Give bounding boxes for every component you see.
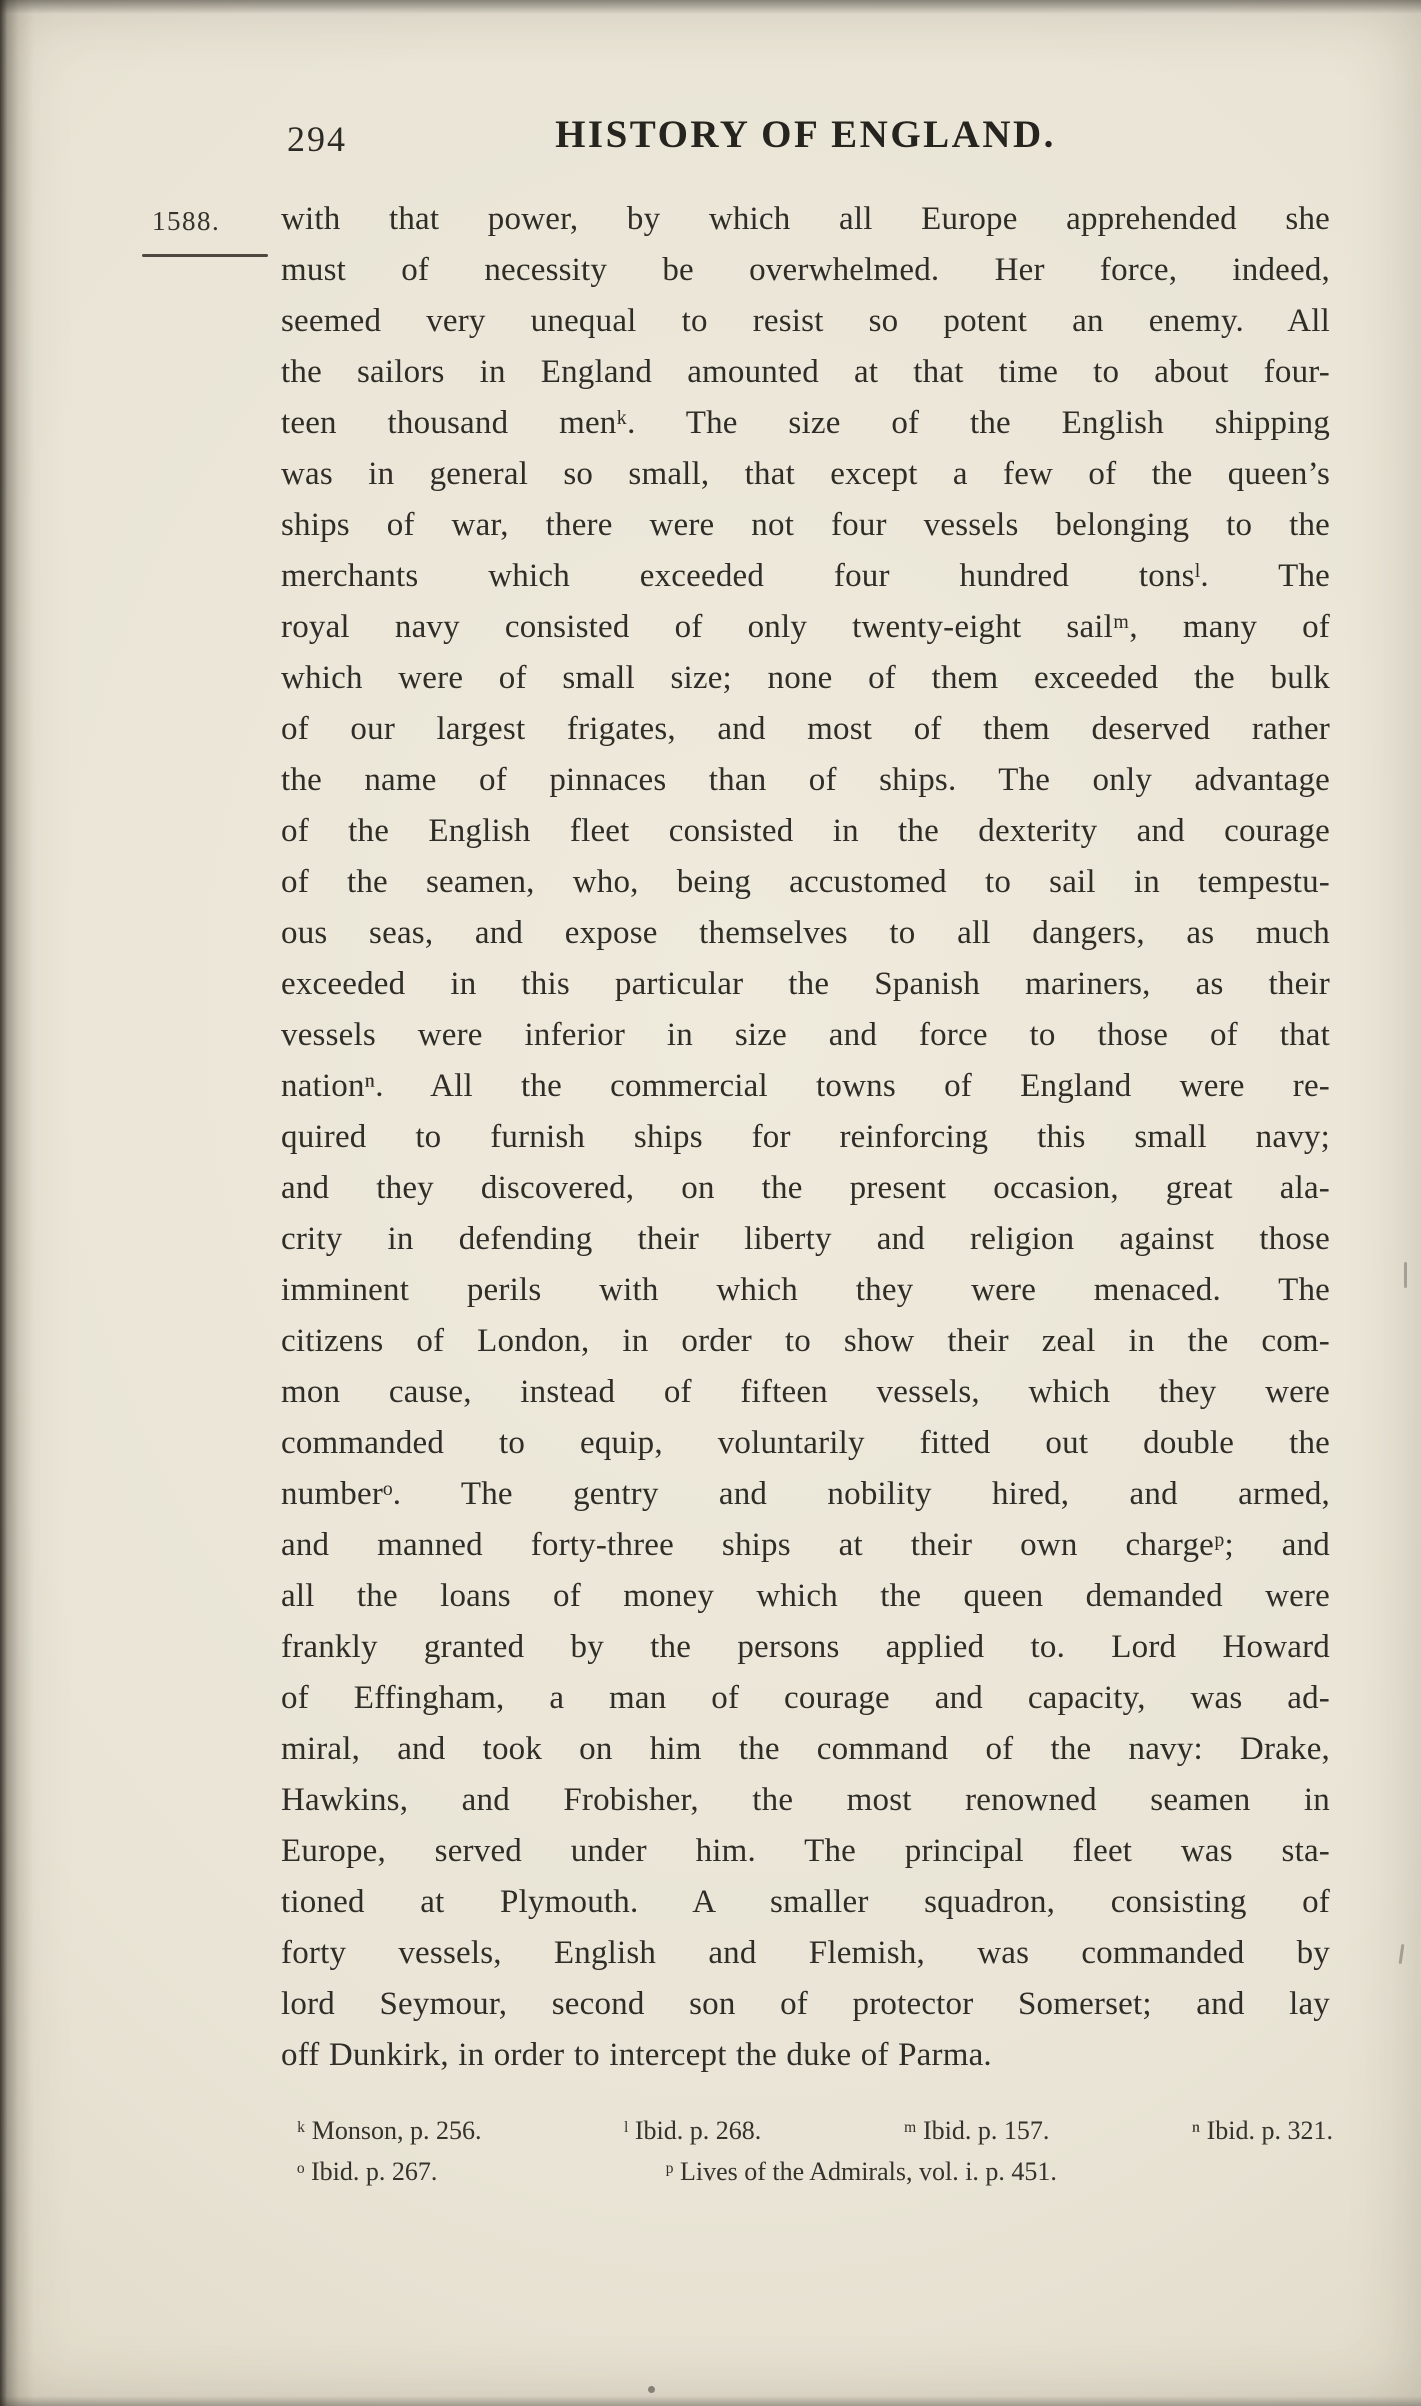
footnote-item: ᵏ Monson, p. 256. [297, 2116, 482, 2145]
scan-edge-shadow-top [0, 0, 1421, 14]
footnote-item: ⁿ Ibid. p. 321. [1191, 2116, 1333, 2145]
body-line: mon cause, instead of fifteen vessels, which they were [281, 1374, 1330, 1410]
body-line: of our largest frigates, and most of them deserved rather [281, 711, 1330, 747]
body-line: with that power, by which all Europe apprehended she [281, 201, 1330, 237]
body-line: Europe, served under him. The principal fleet was sta- [281, 1833, 1330, 1869]
footnote-item: ᵖ Lives of the Admirals, vol. i. p. 451. [665, 2157, 1057, 2186]
body-line: vessels were inferior in size and force to those of that [281, 1017, 1330, 1053]
body-line: nationⁿ. All the commercial towns of England were re- [281, 1068, 1330, 1104]
footnotes [297, 2110, 1333, 2192]
scan-artifact-tick [1404, 1262, 1407, 1288]
margin-year: 1588. [152, 206, 221, 236]
margin-rule [142, 254, 268, 257]
scan-artifact-tick [1399, 1944, 1405, 1964]
body-line: ships of war, there were not four vessels belonging to the [281, 507, 1330, 543]
body-line: of the English fleet consisted in the dexterity and courage [281, 813, 1330, 849]
page-number: 294 [287, 119, 347, 159]
body-line: crity in defending their liberty and religion against those [281, 1221, 1330, 1257]
body-line: numberᵒ. The gentry and nobility hired, and armed, [281, 1476, 1330, 1512]
body-line: which were of small size; none of them exceeded the bulk [281, 660, 1330, 696]
body-line: and manned forty-three ships at their own chargeᵖ; and [281, 1527, 1330, 1563]
scan-artifact-dot [648, 2386, 655, 2393]
body-line: of the seamen, who, being accustomed to sail in tempestu- [281, 864, 1330, 900]
body-line: seemed very unequal to resist so potent an enemy. All [281, 303, 1330, 339]
body-line: the name of pinnaces than of ships. The only advantage [281, 762, 1330, 798]
footnote-item: ᵐ Ibid. p. 157. [903, 2116, 1050, 2145]
body-line: frankly granted by the persons applied to. Lord Howard [281, 1629, 1330, 1665]
body-line: was in general so small, that except a few of the queen’s [281, 456, 1330, 492]
body-line: citizens of London, in order to show their zeal in the com- [281, 1323, 1330, 1359]
body-line: ous seas, and expose themselves to all dangers, as much [281, 915, 1330, 951]
body-line: merchants which exceeded four hundred tonsˡ. The [281, 558, 1330, 594]
body-line: forty vessels, English and Flemish, was commanded by [281, 1935, 1330, 1971]
body-line: and they discovered, on the present occasion, great ala- [281, 1170, 1330, 1206]
body-line: the sailors in England amounted at that time to about four- [281, 354, 1330, 390]
body-text [281, 194, 1330, 2081]
running-title: HISTORY OF ENGLAND. [555, 113, 1056, 156]
footnote-item: ᵒ Ibid. p. 267. [297, 2157, 438, 2186]
body-line: exceeded in this particular the Spanish mariners, as their [281, 966, 1330, 1002]
scan-edge-shadow-left [0, 0, 34, 2406]
body-line: must of necessity be overwhelmed. Her force, indeed, [281, 252, 1330, 288]
body-line: miral, and took on him the command of the navy: Drake, [281, 1731, 1330, 1767]
page-header [281, 110, 1330, 166]
body-line: tioned at Plymouth. A smaller squadron, consisting of [281, 1884, 1330, 1920]
body-line: royal navy consisted of only twenty-eight sailᵐ, many of [281, 609, 1330, 645]
footnote-item: ˡ Ibid. p. 268. [624, 2116, 762, 2145]
body-line: of Effingham, a man of courage and capacity, was ad- [281, 1680, 1330, 1716]
body-line: teen thousand menᵏ. The size of the English shipping [281, 405, 1330, 441]
footnote-row [297, 2110, 1333, 2151]
body-line: off Dunkirk, in order to intercept the duke of Parma. [281, 2037, 992, 2073]
body-line: Hawkins, and Frobisher, the most renowned seamen in [281, 1782, 1330, 1818]
scan-edge-shadow-bottom [0, 2396, 1421, 2406]
footnote-row [297, 2151, 1333, 2192]
body-line: all the loans of money which the queen demanded were [281, 1578, 1330, 1614]
body-line: commanded to equip, voluntarily fitted out double the [281, 1425, 1330, 1461]
body-line: lord Seymour, second son of protector Somerset; and lay [281, 1986, 1330, 2022]
body-line: imminent perils with which they were menaced. The [281, 1272, 1330, 1308]
body-line: quired to furnish ships for reinforcing this small navy; [281, 1119, 1330, 1155]
